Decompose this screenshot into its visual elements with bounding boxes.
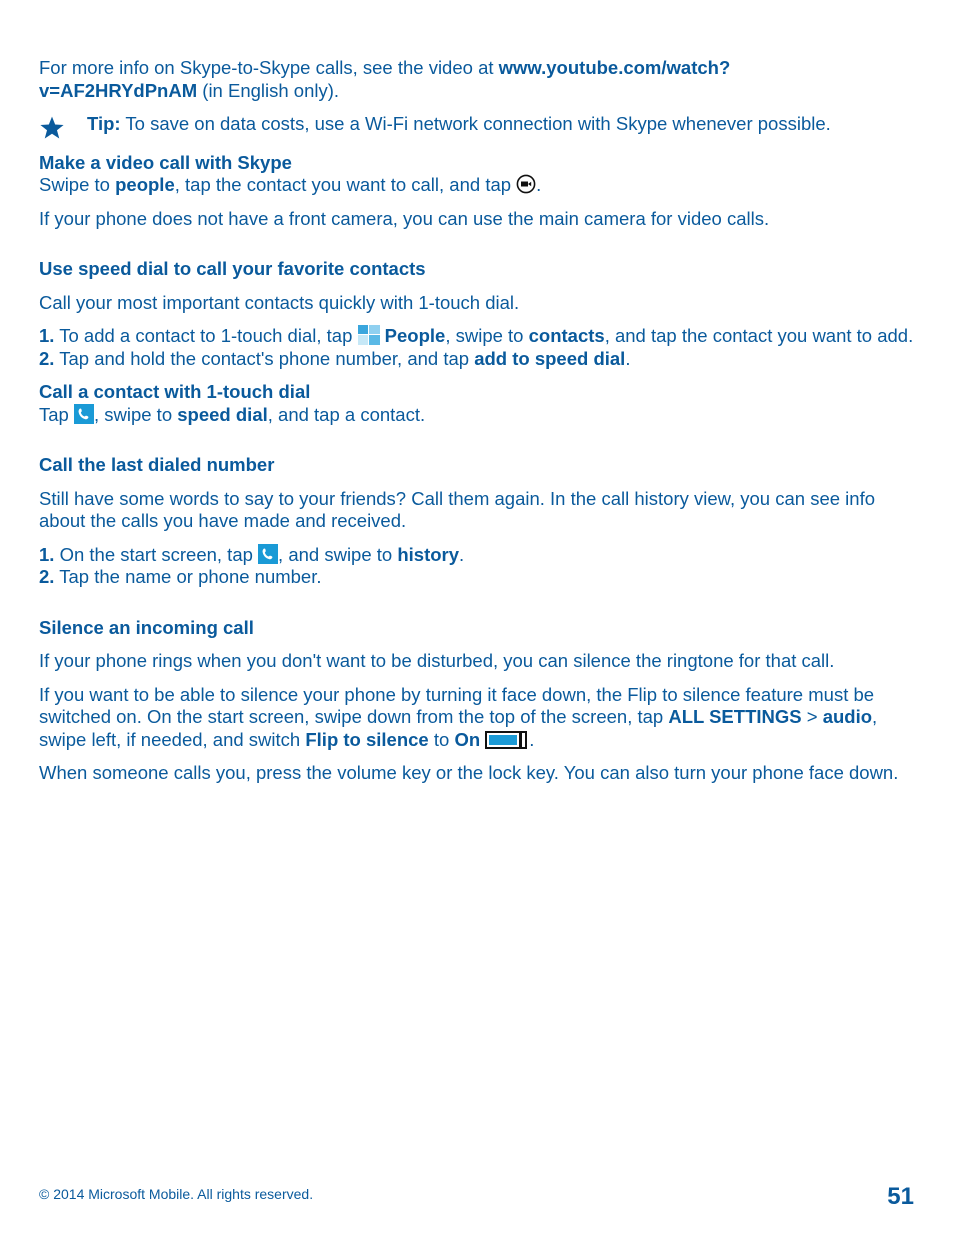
last-dialed-intro: Still have some words to say to your friends? Call them again. In the call history view, you can see info about the calls you have made and received.: [39, 487, 875, 531]
heading-last-dialed: Call the last dialed number: [39, 454, 275, 475]
video-call-note: If your phone does not have a front camera, you can use the main camera for video calls.: [39, 207, 770, 229]
people-tile-icon: [358, 325, 380, 345]
video-call-instructions: Swipe to people, tap the contact you want to call, and tap .: [39, 174, 542, 195]
intro-paragraph: For more info on Skype-to-Skype calls, see the video at www.youtube.com/watch? v=AF2HRYdPnAM (in English only).: [39, 57, 731, 101]
silence-p2: If you want to be able to silence your phone by turning it face down, the Flip to silence feature must be switched on. On the start screen, swipe down from the top of the screen, tap ALL SETTINGS > audio, swipe left, if needed, and switch Flip to silence to On .: [39, 683, 878, 750]
speed-dial-step-2: 2. Tap and hold the contact's phone number, and tap add to speed dial.: [39, 347, 631, 369]
star-icon: [39, 115, 65, 141]
speed-dial-intro: Call your most important contacts quickly with 1-touch dial.: [39, 291, 520, 313]
speed-dial-step-1: 1. To add a contact to 1-touch dial, tap People, swipe to contacts, and tap the contact you want to add.: [39, 325, 914, 346]
phone-tile-icon: [74, 404, 94, 424]
tip-text: To save on data costs, use a Wi-Fi network connection with Skype whenever possible.: [120, 113, 831, 134]
silence-p1: If your phone rings when you don't want to be disturbed, you can silence the ringtone for that call.: [39, 650, 835, 671]
last-dialed-step-2: 2. Tap the name or phone number.: [39, 566, 322, 587]
page-number: 51: [887, 1183, 914, 1210]
copyright: © 2014 Microsoft Mobile. All rights reserved.: [39, 1186, 314, 1202]
phone-tile-icon: [258, 544, 278, 564]
heading-video-call: Make a video call with Skype: [39, 151, 292, 173]
tip-label: Tip:: [87, 113, 121, 134]
silence-p3: When someone calls you, press the volume key or the lock key. You can also turn your phone face down.: [39, 762, 899, 783]
page-content: [39, 57, 919, 785]
video-camera-icon: [516, 174, 536, 194]
heading-one-touch: Call a contact with 1-touch dial: [39, 381, 311, 402]
one-touch-instructions: Tap , swipe to speed dial, and tap a contact.: [39, 403, 426, 425]
tip-box: [39, 113, 919, 136]
heading-speed-dial: Use speed dial to call your favorite contacts: [39, 258, 426, 279]
heading-silence: Silence an incoming call: [39, 616, 254, 638]
video-link[interactable]: www.youtube.com/watch?: [498, 57, 731, 78]
toggle-switch-on-icon: [485, 731, 529, 749]
video-link-cont[interactable]: v=AF2HRYdPnAM: [39, 79, 198, 101]
last-dialed-step-1: 1. On the start screen, tap , and swipe to history.: [39, 543, 465, 565]
